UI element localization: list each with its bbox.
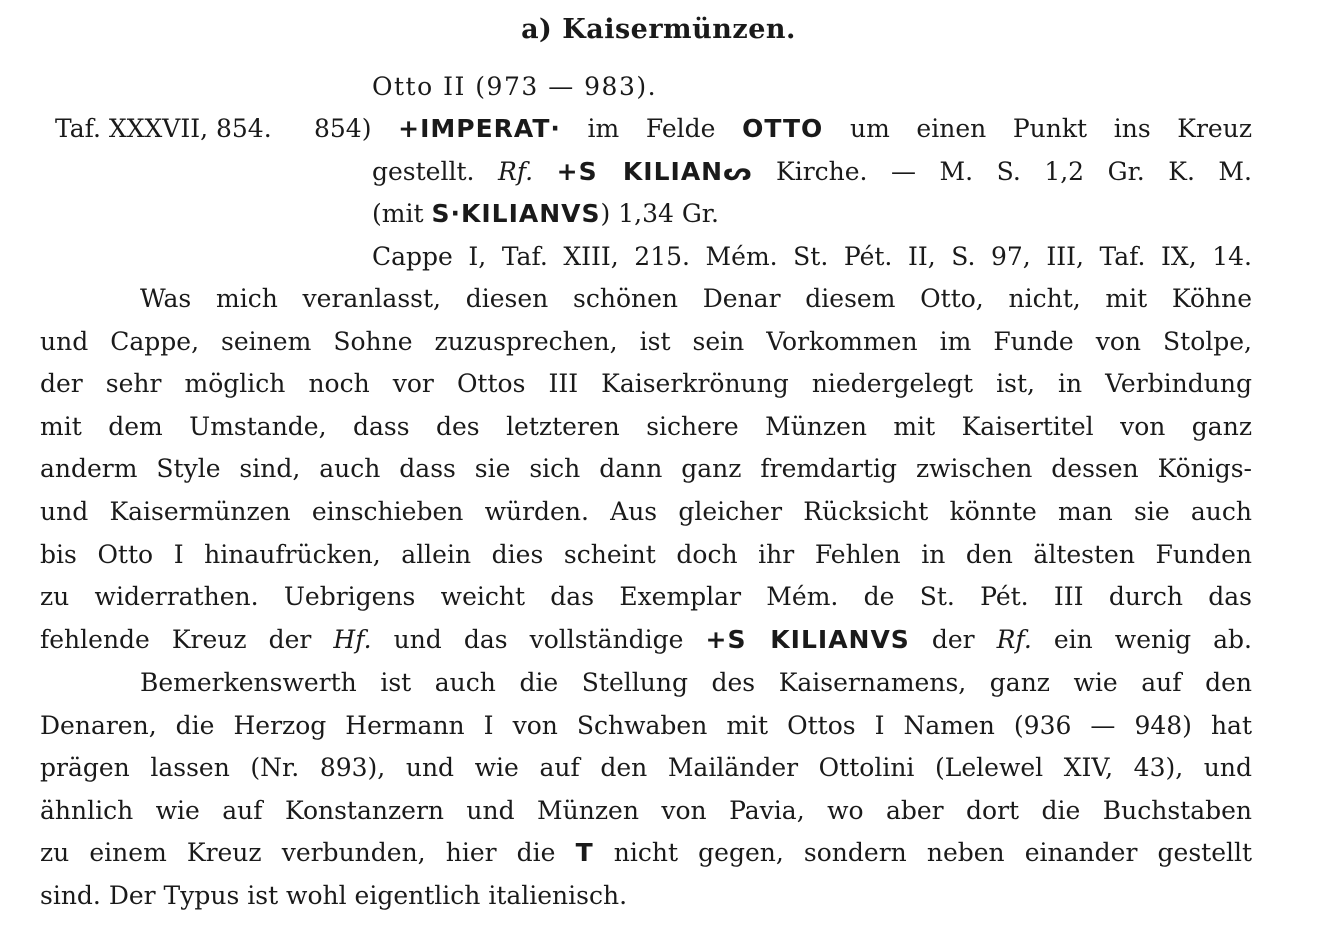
text-line: ähnlich wie auf Konstanzern und Münzen von Pavia, wo aber dort die Buchstaben [40,795,1252,825]
letter-glyph: T [575,838,594,868]
entry-text: im Felde [587,114,716,143]
obverse-abbrev: Hf. [333,624,372,654]
entry-line-4: Cappe I, Taf. XIII, 215. Mém. St. Pét. II, S. 97, III, Taf. IX, 14. [372,241,1252,271]
entry-line-1 [314,108,1252,151]
entry-text: (mit [372,199,424,228]
text-line [40,832,1252,875]
text-line: Was mich veranlasst, diesen schönen Denar diesem Otto, nicht, mit Köhne [140,284,1252,313]
entry-line-3 [372,193,1252,236]
reverse-abbrev: Rf. [498,156,534,186]
text-line: der sehr möglich noch vor Ottos III Kaiserkrönung niedergelegt ist, in Verbindung [40,369,1252,399]
field-legend: OTTO [742,114,824,143]
text-line: sind. Der Typus ist wohl eigentlich italienisch. [40,880,628,910]
section-heading: a) Kaisermünzen. [521,14,796,45]
text-line: Bemerkenswerth ist auch die Stellung des Kaisernamens, ganz wie auf den [140,668,1252,697]
entry-line-2 [372,151,1252,194]
line-segment: zu einem Kreuz verbunden, hier die [40,838,556,868]
text-line: prägen lassen (Nr. 893), und wie auf den Mailänder Ottolini (Lelewel XIV, 43), und [40,753,1252,783]
coin-entry [314,108,1252,278]
entry-number: 854) [314,114,372,143]
entry-text: gestellt. [372,156,475,186]
coin-legend: +S KILIANVS [705,624,910,654]
text-line: und Cappe, seinem Sohne zuzusprechen, ist sein Vorkommen im Funde von Stolpe, [40,326,1252,356]
text-line [40,619,1252,662]
entry-text: Kirche. — M. S. 1,2 Gr. K. M. [776,156,1252,186]
entry-text: ) 1,34 Gr. [600,199,719,228]
text-line: bis Otto I hinaufrücken, allein dies scheint doch ihr Fehlen in den ältesten Funden [40,539,1252,569]
text-line: zu widerrathen. Uebrigens weicht das Exemplar Mém. de St. Pét. III durch das [40,582,1252,612]
paragraph-1 [40,278,1252,661]
legend-variant: S·KILIANVS [431,199,601,228]
line-segment: der [931,624,975,654]
reverse-legend: +S KILIANᔕ [556,156,753,186]
paragraph-2 [40,662,1252,918]
text-line: anderm Style sind, auch dass sie sich dann ganz fremdartig zwischen dessen Königs- [40,454,1252,484]
ruler-subtitle: Otto II (973 — 983). [372,72,658,101]
entry-text: um einen Punkt ins Kreuz [849,114,1252,143]
line-segment: ein wenig ab. [1053,624,1252,654]
line-segment: nicht gegen, sondern neben einander gestellt [613,838,1253,868]
obverse-legend: +IMPERAT· [398,114,561,143]
text-line: Denaren, die Herzog Hermann I von Schwaben mit Ottos I Namen (936 — 948) hat [40,710,1252,740]
line-segment: und das vollständige [393,624,684,654]
text-line: und Kaisermünzen einschieben würden. Aus gleicher Rücksicht könnte man sie auch [40,496,1252,526]
reverse-abbrev: Rf. [996,624,1032,654]
plate-reference: Taf. XXXVII, 854. [55,114,272,143]
text-line: mit dem Umstande, dass des letzteren sichere Münzen mit Kaisertitel von ganz [40,411,1252,441]
line-segment: fehlende Kreuz der [40,624,312,654]
